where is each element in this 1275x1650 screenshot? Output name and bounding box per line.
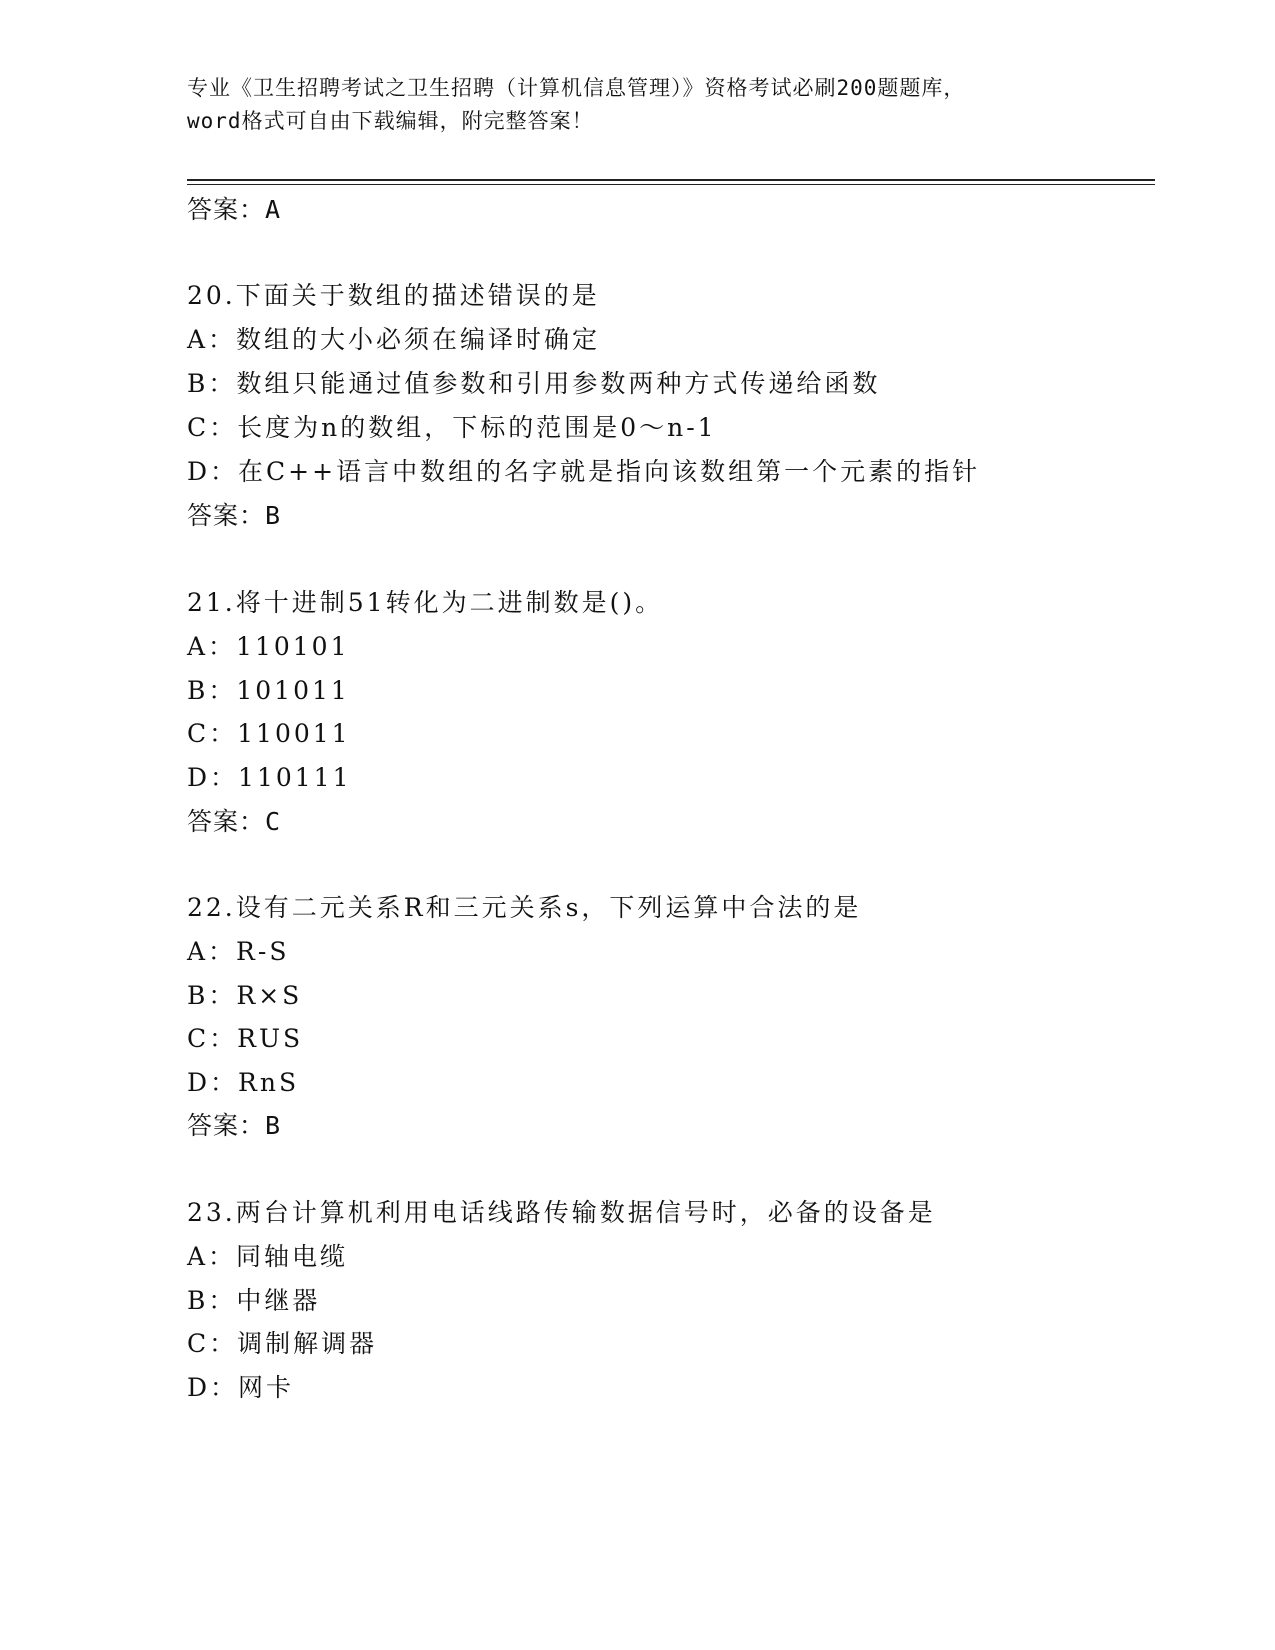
question-23-option-d: D：网卡 (187, 1373, 295, 1402)
question-20-stem: 20.下面关于数组的描述错误的是 (187, 281, 600, 310)
question-21-option-d: D：110111 (187, 763, 352, 792)
question-20-option-c: C：长度为n的数组，下标的范围是0～n-1 (187, 413, 717, 442)
question-20-option-a: A：数组的大小必须在编译时确定 (187, 325, 601, 354)
question-23-option-b: B：中继器 (187, 1286, 321, 1315)
question-22-option-b: B：R×S (187, 981, 303, 1010)
question-21-option-a: A：110101 (187, 632, 350, 661)
document-header (187, 72, 1087, 138)
question-22-answer: 答案：B (187, 1111, 282, 1140)
question-23-option-c: C：调制解调器 (187, 1329, 378, 1358)
question-23-stem: 23.两台计算机利用电话线路传输数据信号时，必备的设备是 (187, 1198, 936, 1227)
question-21-option-b: B：101011 (187, 676, 350, 705)
question-21-answer: 答案：C (187, 807, 282, 836)
question-22-stem: 22.设有二元关系R和三元关系s，下列运算中合法的是 (187, 893, 862, 922)
question-22-option-c: C：RUS (187, 1024, 304, 1053)
answer-prev: 答案：A (187, 195, 282, 224)
header-line-2: word格式可自由下载编辑，附完整答案！ (187, 109, 594, 133)
question-21-stem: 21.将十进制51转化为二进制数是()。 (187, 588, 664, 617)
header-line-1: 专业《卫生招聘考试之卫生招聘（计算机信息管理）》资格考试必刷200题题库， (187, 76, 966, 100)
question-20-answer: 答案：B (187, 501, 282, 530)
question-22-option-d: D：RnS (187, 1068, 300, 1097)
question-20-option-d: D：在C++语言中数组的名字就是指向该数组第一个元素的指针 (187, 457, 981, 486)
header-divider (187, 179, 1155, 185)
question-21-option-c: C：110011 (187, 719, 351, 748)
question-22-option-a: A：R-S (187, 937, 290, 966)
question-23-option-a: A：同轴电缆 (187, 1242, 349, 1271)
question-20-option-b: B：数组只能通过值参数和引用参数两种方式传递给函数 (187, 369, 881, 398)
